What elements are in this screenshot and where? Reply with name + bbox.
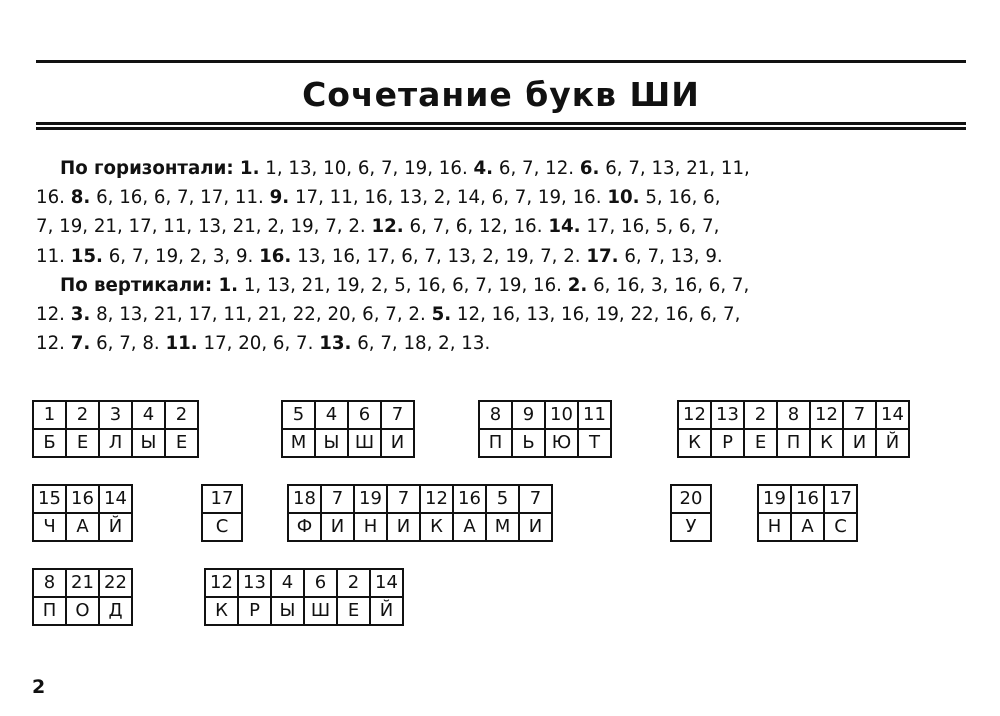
grid-number-cell: 4 [271,569,304,597]
grid-letter-cell: Ф [288,513,321,541]
grid-letter-cell: Й [99,513,132,541]
grid-number-cell: 19 [354,485,387,513]
grid-letter-cell: П [33,597,66,625]
grid-letter-row [282,429,414,457]
grid-letter-cell: Е [66,429,99,457]
grid-number-cell: 16 [791,485,824,513]
clue-numbers: 5, 16, 6, [639,187,721,209]
grid-letter-cell: У [671,513,711,541]
title-underline-1 [36,122,966,125]
grid-letter-row [758,513,857,541]
grid-letter-cell: Ш [348,429,381,457]
grid-number-cell: 11 [578,401,611,429]
grid-number-cell: 12 [205,569,238,597]
clue-label: 3. [70,303,91,325]
page-title: Сочетание букв ШИ [302,75,700,114]
clue-numbers: 17, 20, 6, 7. [197,333,320,355]
grid-letter-cell: Е [337,597,370,625]
answer-grid [204,568,404,626]
grid-number-row [671,485,711,513]
grid-letter-cell: П [777,429,810,457]
clue-label: 12. [371,216,404,238]
grid-number-row [288,485,552,513]
grid-number-cell: 7 [843,401,876,429]
clue-label: 13. [319,333,352,355]
grid-letter-cell: Й [370,597,403,625]
grid-letter-row [33,429,198,457]
grid-number-cell: 2 [165,401,198,429]
grid-letter-cell: Н [758,513,791,541]
clue-numbers: 8, 13, 21, 17, 11, 21, 22, 20, 6, 7, 2. [90,303,432,325]
grid-number-cell: 4 [315,401,348,429]
grid-letter-cell: Й [876,429,909,457]
grid-number-cell: 18 [288,485,321,513]
clue-numbers: 16. [36,187,71,209]
grid-letter-row [33,513,132,541]
grid-number-cell: 2 [337,569,370,597]
clue-line [36,212,966,241]
clue-numbers: 6, 7, 18, 2, 13. [351,333,491,355]
grid-letter-cell: П [479,429,512,457]
grid-letter-row [479,429,611,457]
grid-number-cell: 9 [512,401,545,429]
grid-letter-cell: И [843,429,876,457]
grid-letter-row [205,597,403,625]
grid-number-cell: 21 [66,569,99,597]
title-underline-2 [36,127,966,130]
grid-letter-cell: Б [33,429,66,457]
grid-letter-cell: Л [99,429,132,457]
answer-grid [201,484,243,542]
grid-number-cell: 4 [132,401,165,429]
grid-letter-cell: А [791,513,824,541]
grid-number-cell: 8 [479,401,512,429]
clue-numbers: 17, 11, 16, 13, 2, 14, 6, 7, 19, 16. [289,187,608,209]
grid-letter-cell: А [453,513,486,541]
grid-letter-row [288,513,552,541]
grid-letter-cell: И [387,513,420,541]
clue-label: По горизонтали: [60,158,240,179]
clue-line [36,271,966,300]
clue-numbers: 6, 7, 19, 2, 3, 9. [102,245,260,267]
answer-grid [478,400,612,458]
clue-numbers: 1, 13, 10, 6, 7, 19, 16. [259,158,474,179]
clue-label: 1. [239,158,260,179]
grid-letter-cell: Ю [545,429,578,457]
grid-number-cell: 14 [876,401,909,429]
clue-line [36,154,966,183]
clue-numbers: 6, 7, 12. [493,158,580,179]
clue-label: По вертикали: [60,274,219,296]
grid-number-row [33,485,132,513]
grid-letter-cell: Е [744,429,777,457]
grid-letter-row [671,513,711,541]
grid-number-cell: 15 [33,485,66,513]
grid-number-cell: 14 [99,485,132,513]
clue-label: 2. [567,274,588,296]
grid-number-cell: 12 [810,401,843,429]
clue-label: 17. [586,245,619,267]
answer-grid [757,484,858,542]
clue-label: 4. [473,158,494,179]
grid-letter-row [678,429,909,457]
grid-number-cell: 20 [671,485,711,513]
grid-letter-cell: С [824,513,857,541]
clue-label: 11. [165,333,198,355]
grid-number-cell: 3 [99,401,132,429]
grid-number-cell: 1 [33,401,66,429]
grid-number-cell: 16 [453,485,486,513]
grid-number-cell: 17 [202,485,242,513]
grid-number-cell: 6 [348,401,381,429]
answer-grid [287,484,553,542]
grid-letter-cell: Н [354,513,387,541]
grid-number-cell: 13 [238,569,271,597]
grid-number-cell: 17 [824,485,857,513]
grid-letter-cell: Т [578,429,611,457]
clue-line [36,242,966,271]
clue-text [36,154,966,358]
grid-letter-row [202,513,242,541]
clue-line [36,183,966,212]
grid-letter-cell: И [519,513,552,541]
page-number: 2 [32,676,46,698]
clue-numbers: 6, 16, 3, 16, 6, 7, [587,274,750,296]
clue-line [36,329,966,358]
clue-numbers: 13, 16, 17, 6, 7, 13, 2, 19, 7, 2. [291,245,587,267]
clue-numbers: 6, 16, 6, 7, 17, 11. [90,187,270,209]
grid-number-cell: 12 [678,401,711,429]
grid-number-row [479,401,611,429]
clue-numbers: 7, 19, 21, 17, 11, 13, 21, 2, 19, 7, 2. [36,216,372,238]
grid-letter-cell: Ы [315,429,348,457]
grid-letter-cell: М [282,429,315,457]
clue-label: 6. [579,158,600,179]
clue-numbers: 12. [36,303,71,325]
grid-letter-cell: Д [99,597,132,625]
clue-label: 9. [269,187,290,209]
clue-label: 10. [607,187,640,209]
clue-numbers: 6, 7, 13, 21, 11, [599,158,750,179]
grid-letter-cell: Р [238,597,271,625]
grid-letter-cell: Ы [132,429,165,457]
vertical-clues [36,271,966,359]
grid-letter-cell: С [202,513,242,541]
clue-numbers: 6, 7, 8. [90,333,166,355]
grid-number-cell: 16 [66,485,99,513]
grid-number-cell: 13 [711,401,744,429]
clue-label: 8. [70,187,91,209]
answer-grid [32,400,199,458]
grid-number-cell: 19 [758,485,791,513]
clue-numbers: 12. [36,333,71,355]
grid-number-cell: 5 [486,485,519,513]
grid-number-cell: 7 [381,401,414,429]
clue-label: 16. [259,245,292,267]
clue-numbers: 11. [36,245,71,267]
grid-letter-cell: К [205,597,238,625]
grid-letter-cell: Ы [271,597,304,625]
grid-letter-cell: К [678,429,711,457]
grid-letter-cell: Е [165,429,198,457]
clue-line [36,300,966,329]
grid-letter-cell: А [66,513,99,541]
grid-letter-row [33,597,132,625]
grid-letter-cell: И [381,429,414,457]
grid-number-row [202,485,242,513]
clue-label: 5. [431,303,452,325]
answer-grid [670,484,712,542]
clue-label: 15. [70,245,103,267]
clue-numbers: 6, 7, 6, 12, 16. [403,216,549,238]
grid-letter-cell: И [321,513,354,541]
clue-numbers: 12, 16, 13, 16, 19, 22, 16, 6, 7, [451,303,741,325]
grid-number-cell: 2 [66,401,99,429]
grid-number-row [205,569,403,597]
grid-number-row [282,401,414,429]
clue-numbers: 17, 16, 5, 6, 7, [580,216,720,238]
answer-grid [32,484,133,542]
grid-number-cell: 6 [304,569,337,597]
grid-number-cell: 7 [387,485,420,513]
grid-number-cell: 8 [33,569,66,597]
grid-letter-cell: М [486,513,519,541]
grid-number-cell: 10 [545,401,578,429]
grid-number-cell: 7 [519,485,552,513]
grid-number-cell: 22 [99,569,132,597]
grid-letter-cell: О [66,597,99,625]
clue-label: 1. [218,274,239,296]
clue-numbers: 6, 7, 13, 9. [618,245,723,267]
grid-letter-cell: К [810,429,843,457]
grid-number-cell: 8 [777,401,810,429]
grid-letter-cell: Ь [512,429,545,457]
grid-letter-cell: Ч [33,513,66,541]
grid-number-cell: 2 [744,401,777,429]
grid-number-cell: 7 [321,485,354,513]
top-rule [36,60,966,63]
grid-number-cell: 14 [370,569,403,597]
answer-grid [677,400,910,458]
grid-letter-cell: Р [711,429,744,457]
horizontal-clues [36,154,966,271]
grid-number-row [33,401,198,429]
grid-number-row [758,485,857,513]
grid-number-row [678,401,909,429]
grid-letter-cell: К [420,513,453,541]
clue-numbers: 1, 13, 21, 19, 2, 5, 16, 6, 7, 19, 16. [238,274,568,296]
answer-grid [32,568,133,626]
grid-number-row [33,569,132,597]
clue-label: 14. [548,216,581,238]
grid-letter-cell: Ш [304,597,337,625]
answer-grid [281,400,415,458]
grid-number-cell: 5 [282,401,315,429]
clue-label: 7. [70,333,91,355]
grid-number-cell: 12 [420,485,453,513]
